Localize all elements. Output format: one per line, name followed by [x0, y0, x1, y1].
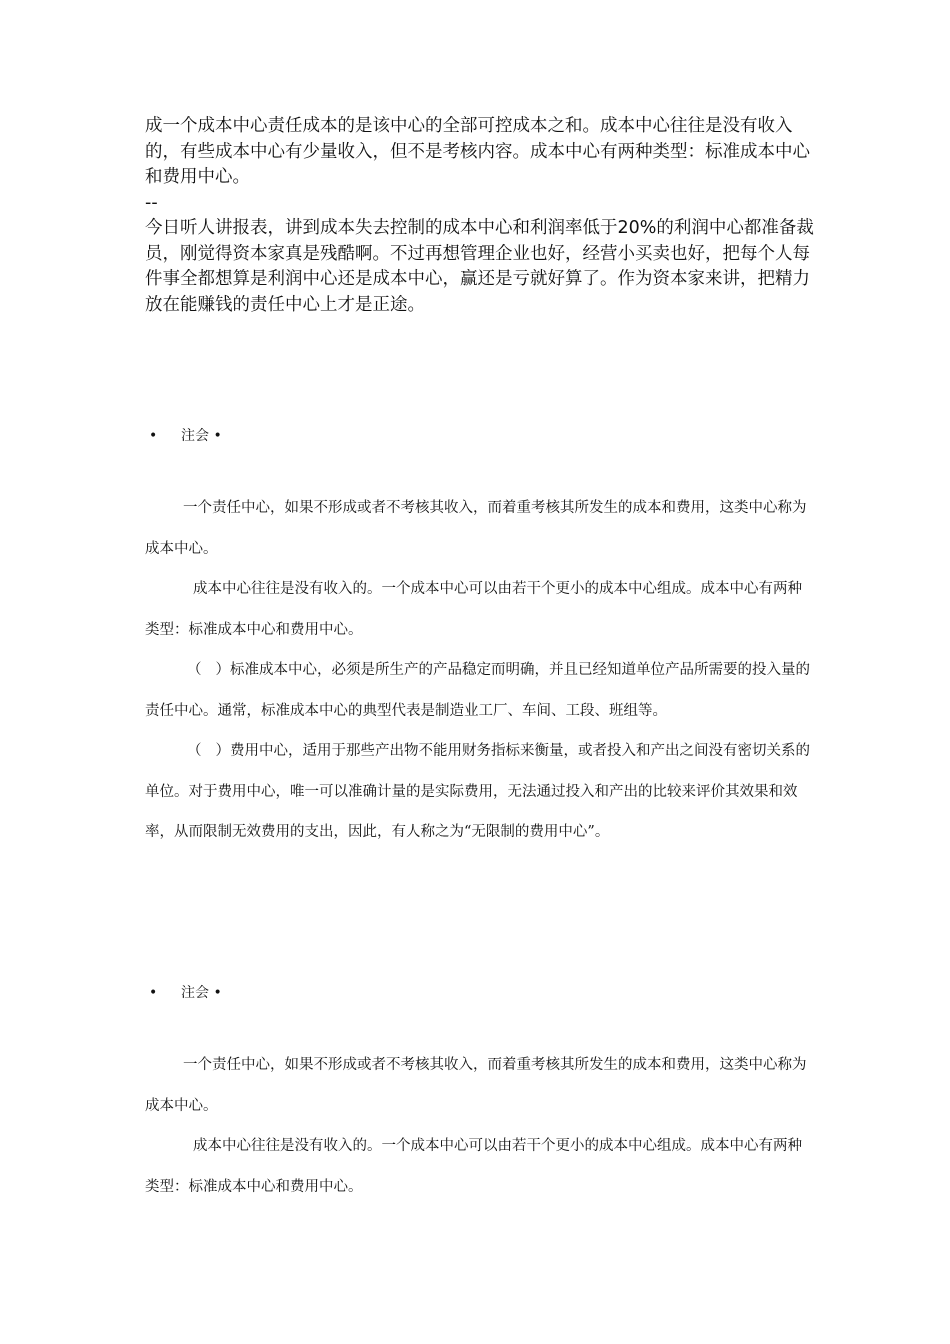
- section-1-paragraph-4: [145, 731, 815, 853]
- intro-paragraph-2: 今日听人讲报表，讲到成本失去控制的成本中心和利润率低于20%的利润中心都准备裁员，刚觉得资本家真是残酷啊。不过再想管理企业也好，经营小买卖也好，把每个人每件事全都想算是利润中心还是成本中心，赢还是亏就好算了。作为资本家来讲，把精力放在能赚钱的责任中心上才是正途。: [145, 218, 814, 315]
- section-1: [145, 426, 815, 853]
- section-2-label: 注会 •: [181, 985, 222, 1001]
- section-1-body: [145, 488, 815, 853]
- section-1-label: 注会 •: [181, 428, 222, 444]
- section-1-paragraph-4-text: 费用中心，适用于那些产出物不能用财务指标来衡量，或者投入和产出之间没有密切关系的单位。对于费用中心，唯一可以准确计量的是实际费用，无法通过投入和产出的比较来评价其效果和效率，从而限制无效费用的支出，因此，有人称之为“无限制的费用中心”。: [145, 743, 810, 840]
- section-1-paragraph-1: 一个责任中心，如果不形成或者不考核其收入，而着重考核其所发生的成本和费用，这类中心称为成本中心。: [145, 500, 807, 557]
- section-2: [145, 983, 815, 1207]
- section-2-paragraph-2: 成本中心往往是没有收入的。一个成本中心可以由若干个更小的成本中心组成。成本中心有两种类型：标准成本中心和费用中心。: [145, 1138, 802, 1195]
- bullet-icon: •: [149, 428, 158, 444]
- bullet-icon: •: [149, 985, 158, 1001]
- intro-block: [145, 114, 815, 318]
- intro-separator: --: [145, 192, 158, 213]
- section-2-body: [145, 1045, 815, 1207]
- close-paren: ）: [215, 743, 230, 759]
- section-1-paragraph-3-text: 标准成本中心，必须是所生产的产品稳定而明确，并且已经知道单位产品所需要的投入量的责任中心。通常，标准成本中心的典型代表是制造业工厂、车间、工段、班组等。: [145, 662, 810, 719]
- section-1-paragraph-3: [145, 650, 815, 731]
- section-1-header: [145, 426, 815, 446]
- section-2-header: [145, 983, 815, 1003]
- section-2-paragraph-1: 一个责任中心，如果不形成或者不考核其收入，而着重考核其所发生的成本和费用，这类中心称为成本中心。: [145, 1057, 807, 1114]
- open-paren: （: [187, 662, 202, 678]
- intro-paragraph-1: 成一个成本中心责任成本的是该中心的全部可控成本之和。成本中心往往是没有收入的，有些成本中心有少量收入，但不是考核内容。成本中心有两种类型：标准成本中心和费用中心。: [145, 116, 810, 187]
- open-paren: （: [187, 743, 202, 759]
- section-1-paragraph-2: 成本中心往往是没有收入的。一个成本中心可以由若干个更小的成本中心组成。成本中心有两种类型：标准成本中心和费用中心。: [145, 581, 802, 638]
- close-paren: ）: [215, 662, 230, 678]
